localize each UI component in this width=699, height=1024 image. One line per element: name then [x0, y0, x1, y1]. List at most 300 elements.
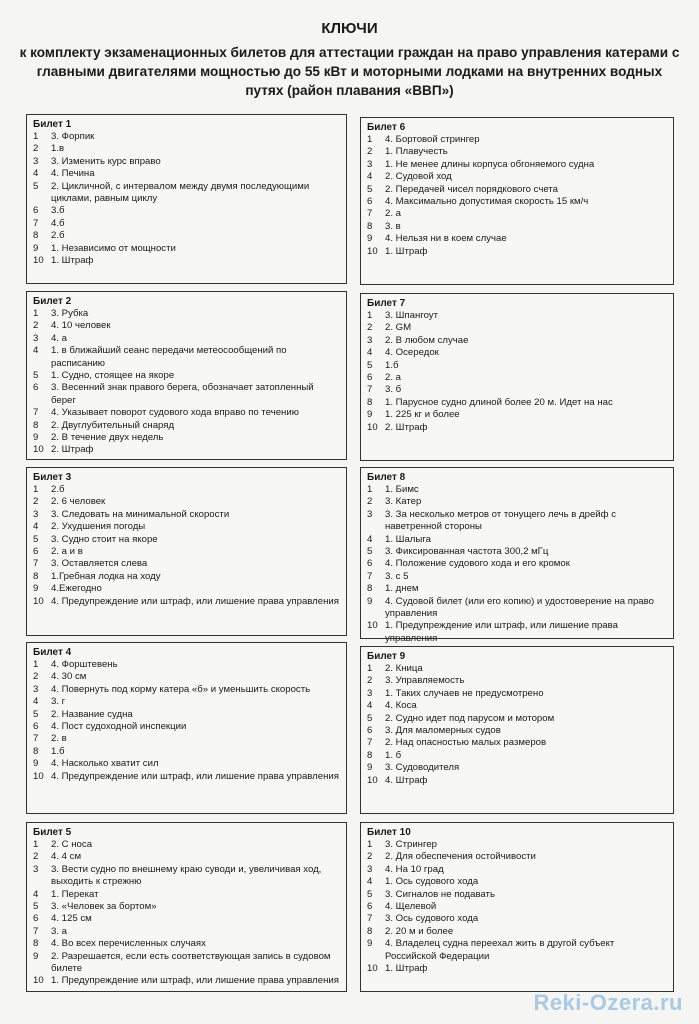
question-number: 1 — [33, 484, 39, 495]
question-number: 3 — [367, 863, 373, 875]
answer-text: 1. Независимо от мощности — [51, 242, 176, 254]
answer-text: 1. Штраф — [385, 245, 428, 257]
answer-row — [367, 208, 667, 220]
answer-row — [367, 700, 667, 712]
question-number: 3 — [367, 158, 373, 170]
answer-row — [33, 758, 340, 770]
answer-row — [33, 901, 340, 913]
answer-text: 3. в — [385, 220, 401, 232]
answer-list — [33, 308, 340, 457]
answer-text: 3. Сигналов не подавать — [385, 888, 495, 900]
header — [10, 20, 689, 100]
answer-list — [367, 839, 667, 975]
answer-text: 1. Предупреждение или штраф, или лишение права управления — [51, 975, 339, 987]
answer-row — [367, 963, 667, 975]
question-number: 10 — [367, 774, 378, 786]
answer-text: 1. Шалыга — [385, 533, 431, 545]
question-number: 9 — [367, 409, 373, 421]
question-number: 4 — [367, 533, 373, 545]
question-number: 2 — [367, 146, 373, 158]
question-number: 6 — [33, 546, 39, 558]
answer-text: 4.б — [51, 217, 65, 229]
ticket-title: Билет 5 — [33, 827, 72, 838]
answer-row — [367, 509, 667, 534]
answer-row — [33, 684, 340, 696]
answer-text: 2. Кница — [385, 663, 423, 674]
ticket-title: Билет 8 — [367, 472, 406, 483]
question-number: 2 — [33, 671, 39, 683]
ticket-title: Билет 6 — [367, 122, 406, 133]
answer-text: 4. Осередок — [385, 347, 439, 359]
question-number: 6 — [33, 205, 39, 217]
ticket-6 — [360, 117, 674, 285]
answer-text: 3. Судоводителя — [385, 762, 460, 774]
answer-row — [33, 709, 340, 721]
question-number: 1 — [33, 131, 39, 142]
answer-text: 3. Весенний знак правого берега, обозначает затопленный берег — [51, 382, 314, 406]
answer-text: 3. Катер — [385, 496, 422, 508]
answer-row — [367, 184, 667, 196]
question-number: 4 — [33, 521, 39, 533]
answer-row — [33, 370, 340, 382]
answer-row — [367, 372, 667, 384]
answer-text: 1. Плавучесть — [385, 146, 448, 158]
question-number: 10 — [33, 444, 44, 456]
answer-text: 3. «Человек за бортом» — [51, 901, 157, 913]
answer-row — [367, 347, 667, 359]
answer-text: 2. Для обеспечения остойчивости — [385, 851, 536, 863]
answer-text: 2. С носа — [51, 839, 93, 850]
answer-row — [367, 926, 667, 938]
answer-text: 1. Перекат — [51, 888, 99, 900]
answer-row — [33, 496, 340, 508]
answer-text: 2. Передачей чисел порядкового счета — [385, 183, 559, 195]
answer-row — [367, 876, 667, 888]
answer-text: 1.Гребная лодка на ходу — [51, 570, 161, 582]
question-number: 3 — [33, 155, 39, 167]
answer-text: 1. в ближайший сеанс передачи метеосообщений по расписанию — [51, 345, 287, 369]
answer-text: 4. 125 см — [51, 913, 92, 925]
question-number: 5 — [367, 888, 373, 900]
answer-text: 4. Нельзя ни в коем случае — [385, 233, 507, 245]
answer-text: 1. Парусное судно длиной более 20 м. Идет на нас — [385, 396, 613, 408]
question-number: 10 — [33, 255, 44, 267]
question-number: 9 — [367, 595, 373, 607]
question-number: 6 — [367, 725, 373, 737]
question-number: 10 — [33, 770, 44, 782]
question-number: 1 — [33, 308, 39, 319]
answer-text: 3. Управляемость — [385, 675, 465, 687]
question-number: 8 — [33, 419, 39, 431]
answer-row — [367, 146, 667, 158]
answer-row — [33, 938, 340, 950]
answer-row — [33, 951, 340, 976]
answer-row — [367, 322, 667, 334]
question-number: 9 — [33, 758, 39, 770]
ticket-title: Билет 1 — [33, 119, 72, 130]
ticket-title: Билет 2 — [33, 296, 72, 307]
question-number: 10 — [367, 245, 378, 257]
answer-list — [33, 839, 340, 988]
answer-row — [367, 851, 667, 863]
question-number: 9 — [367, 938, 373, 950]
answer-row — [33, 243, 340, 255]
answer-text: 3. с 5 — [385, 570, 409, 582]
ticket-8 — [360, 467, 674, 644]
question-number: 7 — [367, 913, 373, 925]
ticket-title: Билет 7 — [367, 298, 406, 309]
answer-row — [33, 407, 340, 419]
question-number: 7 — [33, 925, 39, 937]
answer-row — [33, 521, 340, 533]
question-number: 1 — [367, 484, 373, 495]
answer-text: 1. Таких случаев не предусмотрено — [385, 687, 544, 699]
question-number: 5 — [33, 370, 39, 382]
question-number: 8 — [33, 938, 39, 950]
answer-row — [367, 134, 667, 146]
answer-text: 2. Двуглубительный снаряд — [51, 419, 175, 431]
answer-text: 4. Бортовой стрингер — [385, 134, 480, 145]
answer-list — [33, 484, 340, 608]
answer-row — [33, 975, 340, 987]
page-subtitle: к комплекту экзаменационных билетов для аттестации граждан на право управления катерами с главными двигателями мощностью до 55 кВт и моторными лодками на внутренних водных путях (район плавания «ВВП») — [19, 45, 680, 98]
answer-text: 3. Вести судно по внешнему краю суводи и, увеличивая ход, выходить к стрежню — [51, 863, 322, 888]
question-number: 1 — [367, 663, 373, 674]
answer-row — [33, 382, 340, 407]
answer-row — [33, 839, 340, 851]
question-number: 3 — [367, 508, 373, 520]
answer-text: 2. в — [51, 733, 67, 745]
answer-text: 3. Для маломерных судов — [385, 725, 501, 737]
answer-row — [33, 484, 340, 496]
answer-text: 2. 6 человек — [51, 496, 106, 508]
answer-text: 2. В любом случае — [385, 334, 469, 346]
answer-row — [33, 432, 340, 444]
answer-row — [33, 255, 340, 267]
answer-row — [367, 221, 667, 233]
answer-row — [367, 688, 667, 700]
answer-row — [33, 143, 340, 155]
answer-text: 2. 20 м и более — [385, 925, 454, 937]
answer-text: 1. Не менее длины корпуса обгоняемого судна — [385, 158, 595, 170]
question-number: 7 — [33, 733, 39, 745]
question-number: 5 — [33, 901, 39, 913]
ticket-title: Билет 10 — [367, 827, 411, 838]
answer-text: 3. Следовать на минимальной скорости — [51, 508, 230, 520]
question-number: 6 — [367, 901, 373, 913]
question-number: 2 — [367, 496, 373, 508]
answer-text: 4. Щелевой — [385, 901, 437, 913]
answer-text: 1.в — [51, 143, 65, 155]
answer-row — [33, 131, 340, 143]
question-number: 10 — [367, 963, 378, 975]
answer-list — [33, 131, 340, 267]
question-number: 4 — [367, 347, 373, 359]
answer-row — [33, 546, 340, 558]
answer-text: 3. Ось судового хода — [385, 913, 479, 925]
answer-text: 2. а — [385, 372, 402, 384]
page-title: КЛЮЧИ — [321, 20, 378, 37]
question-number: 1 — [367, 134, 373, 145]
answer-row — [367, 196, 667, 208]
question-number: 3 — [33, 863, 39, 875]
answer-row — [367, 246, 667, 258]
answer-text: 2. В течение двух недель — [51, 432, 164, 444]
question-number: 8 — [367, 749, 373, 761]
question-number: 4 — [33, 696, 39, 708]
answer-text: 4. Положение судового хода и его кромок — [385, 558, 570, 570]
answer-text: 2. Разрешается, если есть соответствующая запись в судовом билете — [51, 950, 331, 975]
answer-row — [33, 558, 340, 570]
answer-text: 4. Насколько хватит сил — [51, 758, 159, 770]
question-number: 1 — [367, 310, 373, 321]
answer-row — [367, 571, 667, 583]
answer-row — [33, 671, 340, 683]
question-number: 5 — [33, 533, 39, 545]
answer-text: 4. Печина — [51, 168, 95, 180]
question-number: 9 — [33, 583, 39, 595]
question-number: 7 — [33, 217, 39, 229]
question-number: 6 — [33, 382, 39, 394]
answer-row — [367, 675, 667, 687]
question-number: 4 — [367, 171, 373, 183]
answer-row — [367, 596, 667, 621]
answer-text: 2. Штраф — [385, 421, 428, 433]
answer-text: 4. Коса — [385, 700, 417, 712]
answer-row — [367, 889, 667, 901]
answer-text: 2. Штраф — [51, 444, 94, 456]
answer-row — [33, 721, 340, 733]
answer-row — [33, 851, 340, 863]
question-number: 10 — [367, 421, 378, 433]
question-number: 8 — [33, 230, 39, 242]
answer-text: 4. Предупреждение или штраф, или лишение права управления — [51, 770, 339, 782]
answer-row — [367, 384, 667, 396]
question-number: 5 — [33, 708, 39, 720]
answer-text: 3.б — [51, 205, 65, 217]
answer-row — [367, 546, 667, 558]
answer-text: 4. Во всех перечисленных случаях — [51, 938, 206, 950]
question-number: 6 — [367, 372, 373, 384]
question-number: 9 — [33, 242, 39, 254]
answer-row — [33, 333, 340, 345]
question-number: 5 — [367, 712, 373, 724]
answer-text: 2.б — [51, 484, 65, 495]
question-number: 8 — [367, 220, 373, 232]
answer-text: 1.б — [385, 359, 399, 371]
ticket-4 — [26, 642, 347, 814]
answer-text: 4. Предупреждение или штраф, или лишение права управления — [51, 595, 339, 607]
answer-row — [33, 230, 340, 242]
answer-text: 4. Пост судоходной инспекции — [51, 721, 187, 733]
answer-text: 4. 30 см — [51, 671, 87, 683]
answer-text: 3. Форпик — [51, 131, 95, 142]
answer-text: 4. Форштевень — [51, 659, 118, 670]
question-number: 2 — [33, 320, 39, 332]
question-number: 2 — [33, 851, 39, 863]
question-number: 7 — [33, 558, 39, 570]
answer-text: 4. Владелец судна переехал жить в другой субъект Российской Федерации — [385, 938, 615, 962]
question-number: 5 — [367, 546, 373, 558]
answer-row — [367, 864, 667, 876]
question-number: 2 — [367, 322, 373, 334]
answer-row — [367, 583, 667, 595]
answer-row — [367, 663, 667, 675]
answer-row — [33, 913, 340, 925]
question-number: 8 — [33, 570, 39, 582]
answer-text: 2. а — [385, 208, 402, 220]
answer-row — [33, 889, 340, 901]
question-number: 1 — [367, 839, 373, 850]
answer-text: 4. 4 см — [51, 851, 82, 863]
ticket-10 — [360, 822, 674, 992]
answer-row — [367, 360, 667, 372]
answer-row — [367, 839, 667, 851]
answer-row — [33, 345, 340, 370]
answer-row — [33, 926, 340, 938]
answer-text: 4.Ежегодно — [51, 583, 102, 595]
ticket-2 — [26, 291, 347, 460]
answer-text: 3. Изменить курс вправо — [51, 155, 161, 167]
answer-text: 3. За несколько метров от тонущего лечь в дрейф с наветренной стороны — [385, 508, 616, 533]
watermark: Reki-Ozera.ru — [533, 990, 683, 1015]
question-number: 4 — [33, 345, 39, 357]
question-number: 9 — [367, 233, 373, 245]
answer-text: 1. Штраф — [385, 963, 428, 975]
answer-text: 4. Максимально допустимая скорость 15 км/ч — [385, 196, 589, 208]
question-number: 7 — [367, 384, 373, 396]
question-number: 7 — [33, 407, 39, 419]
question-number: 10 — [33, 595, 44, 607]
answer-text: 2. Над опасностью малых размеров — [385, 737, 547, 749]
answer-text: 1. б — [385, 749, 402, 761]
answer-row — [33, 181, 340, 206]
answer-row — [367, 620, 667, 645]
answer-row — [367, 534, 667, 546]
question-number: 10 — [367, 620, 378, 632]
answer-row — [367, 335, 667, 347]
answer-text: 3. Оставляется слева — [51, 558, 148, 570]
answer-text: 2. GM — [385, 322, 412, 334]
answer-text: 3. Судно стоит на якоре — [51, 533, 158, 545]
answer-text: 1. Судно, стоящее на якоре — [51, 370, 175, 382]
question-number: 5 — [367, 183, 373, 195]
answer-text: 4. 10 человек — [51, 320, 111, 332]
question-number: 10 — [33, 975, 44, 987]
answer-row — [33, 583, 340, 595]
answer-text: 4. Указывает поворот судового хода вправо по течению — [51, 407, 299, 419]
answer-text: 3. Стрингер — [385, 839, 437, 850]
answer-row — [367, 422, 667, 434]
answer-row — [367, 171, 667, 183]
answer-text: 1.б — [51, 745, 65, 757]
answer-row — [367, 484, 667, 496]
answer-row — [367, 750, 667, 762]
answer-row — [367, 233, 667, 245]
answer-text: 3. Рубка — [51, 308, 89, 319]
answer-text: 2. Ухудшения погоды — [51, 521, 146, 533]
ticket-7 — [360, 293, 674, 461]
question-number: 9 — [33, 432, 39, 444]
question-number: 8 — [367, 396, 373, 408]
answer-text: 4. Повернуть под корму катера «б» и уменьшить скорость — [51, 683, 311, 695]
answer-text: 2. Судно идет под парусом и мотором — [385, 712, 555, 724]
question-number: 7 — [367, 570, 373, 582]
question-number: 4 — [367, 700, 373, 712]
answer-text: 1. днем — [385, 583, 419, 595]
answer-row — [367, 725, 667, 737]
question-number: 3 — [33, 683, 39, 695]
answer-row — [367, 496, 667, 508]
question-number: 8 — [33, 745, 39, 757]
answer-row — [367, 713, 667, 725]
answer-row — [33, 509, 340, 521]
question-number: 3 — [367, 687, 373, 699]
answer-row — [367, 938, 667, 963]
answer-row — [33, 864, 340, 889]
answer-text: 1. Ось судового хода — [385, 876, 479, 888]
ticket-9 — [360, 646, 674, 814]
question-number: 1 — [33, 839, 39, 850]
answer-list — [367, 310, 667, 434]
answer-row — [33, 571, 340, 583]
answer-row — [33, 596, 340, 608]
answer-list — [367, 134, 667, 258]
answer-row — [33, 168, 340, 180]
answer-row — [367, 159, 667, 171]
question-number: 7 — [367, 208, 373, 220]
ticket-title: Билет 3 — [33, 472, 72, 483]
answer-row — [367, 558, 667, 570]
answer-text: 2. Название судна — [51, 708, 133, 720]
answer-text: 2.б — [51, 230, 65, 242]
answer-list — [367, 663, 667, 787]
question-number: 9 — [33, 950, 39, 962]
answer-text: 3. а — [51, 925, 68, 937]
answer-row — [33, 444, 340, 456]
answer-text: 3. б — [385, 384, 402, 396]
answer-text: 1. Штраф — [51, 255, 94, 267]
question-number: 5 — [33, 180, 39, 192]
question-number: 6 — [33, 721, 39, 733]
answer-row — [33, 205, 340, 217]
answer-text: 3. Шпангоут — [385, 310, 438, 321]
answer-text: 1. Предупреждение или штраф, или лишение права управления — [385, 620, 618, 644]
answer-text: 1. Бимс — [385, 484, 419, 495]
answer-row — [33, 733, 340, 745]
answer-text: 2. Цикличной, с интервалом между двумя последующими циклами, равным циклу — [51, 180, 310, 205]
ticket-1 — [26, 114, 347, 284]
question-number: 4 — [367, 876, 373, 888]
question-number: 6 — [367, 196, 373, 208]
question-number: 8 — [367, 583, 373, 595]
question-number: 2 — [33, 143, 39, 155]
answer-text: 1. 225 кг и более — [385, 409, 460, 421]
answer-text: 4. Судовой билет (или его копию) и удостоверение на право управления — [385, 595, 654, 620]
question-number: 6 — [367, 558, 373, 570]
answer-row — [33, 420, 340, 432]
answer-text: 4. а — [51, 332, 68, 344]
question-number: 4 — [33, 168, 39, 180]
question-number: 7 — [367, 737, 373, 749]
question-number: 8 — [367, 925, 373, 937]
answer-row — [33, 771, 340, 783]
answer-row — [367, 913, 667, 925]
answer-row — [33, 320, 340, 332]
ticket-3 — [26, 467, 347, 636]
question-number: 2 — [367, 675, 373, 687]
ticket-title: Билет 4 — [33, 647, 72, 658]
